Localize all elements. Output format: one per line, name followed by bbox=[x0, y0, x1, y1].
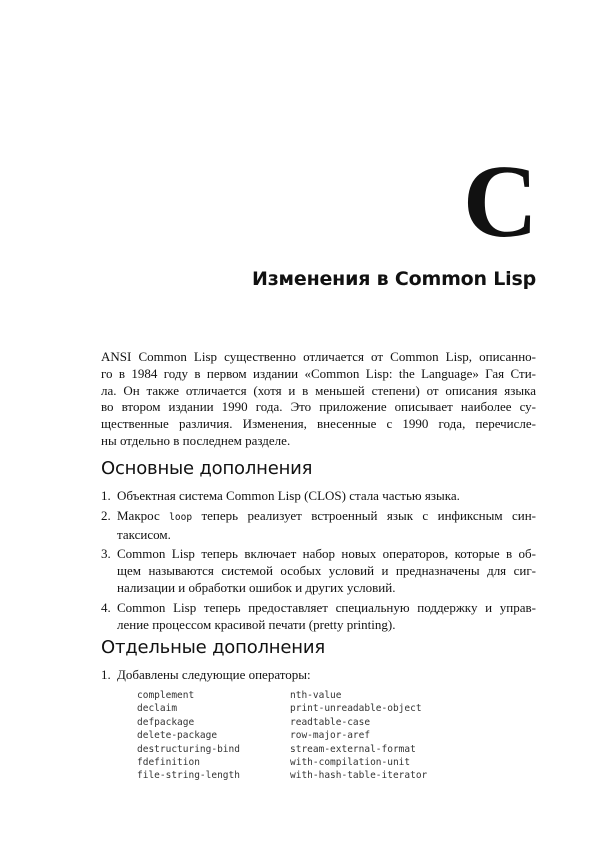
major-additions-list bbox=[101, 488, 536, 636]
list-item bbox=[101, 488, 536, 505]
operators-column-right bbox=[290, 689, 427, 783]
chapter-title: Изменения в Common Lisp bbox=[252, 268, 536, 290]
section-title-major-additions: Основные дополнения bbox=[101, 458, 313, 479]
item-text: щем называются системой особых условий и предназначены для сиг- bbox=[117, 563, 536, 579]
list-item bbox=[101, 667, 536, 684]
item-text: Объектная система Common Lisp (CLOS) стала частью языка. bbox=[117, 488, 460, 503]
operator-name: stream-external-format bbox=[290, 743, 416, 755]
item-text-post: теперь реализует встроенный язык с инфиксным син- bbox=[192, 507, 536, 523]
item-text: нализации и обработки ошибок и других условий. bbox=[117, 579, 396, 595]
item-number: 3. bbox=[101, 546, 111, 562]
intro-line: ANSI Common Lisp существенно отличается от Common Lisp, описанно- bbox=[101, 349, 536, 364]
intro-line: го в 1984 году в первом издании «Common Lisp: the Language» Гая Сти- bbox=[101, 365, 536, 381]
item-number: 2. bbox=[101, 507, 111, 523]
item-text-pre: Макрос bbox=[117, 507, 170, 523]
operator-name: print-unreadable-object bbox=[290, 703, 422, 715]
intro-paragraph bbox=[101, 349, 536, 450]
item-text: Common Lisp теперь предоставляет специальную поддержку и управ- bbox=[117, 599, 536, 615]
item-text: Добавлены следующие операторы: bbox=[117, 667, 311, 682]
item-text: Common Lisp теперь включает набор новых операторов, которые в об- bbox=[117, 546, 536, 562]
operator-name: complement bbox=[137, 690, 195, 701]
minor-additions-list bbox=[101, 667, 536, 687]
list-item bbox=[101, 546, 536, 596]
operator-name: row-major-aref bbox=[290, 730, 371, 742]
operator-name: file-string-length bbox=[137, 770, 240, 782]
item-text: ление процессом красивой печати (pretty printing). bbox=[117, 616, 396, 632]
item-text: таксисом. bbox=[117, 526, 171, 542]
operator-name: with-hash-table-iterator bbox=[290, 770, 428, 782]
intro-line: ны отдельно в последнем разделе. bbox=[101, 432, 291, 448]
intro-line: ла. Он также отличается (хотя и в меньшей степени) от описания языка bbox=[101, 382, 536, 398]
item-text bbox=[117, 508, 536, 527]
intro-line: щественные различия. Изменения, внесенные с 1990 года, перечисле- bbox=[101, 416, 536, 432]
operator-name: with-compilation-unit bbox=[290, 757, 411, 769]
operator-name: defpackage bbox=[137, 716, 195, 728]
chapter-letter: C bbox=[462, 144, 538, 259]
operator-name: destructuring-bind bbox=[137, 743, 240, 755]
operator-name: delete-package bbox=[137, 730, 218, 742]
list-item bbox=[101, 508, 536, 544]
operators-column-left bbox=[137, 689, 240, 783]
operator-name: fdefinition bbox=[137, 757, 200, 769]
code-loop: loop bbox=[169, 511, 193, 523]
operator-name: declaim bbox=[137, 703, 178, 715]
list-item bbox=[101, 600, 536, 634]
operator-name: nth-value bbox=[290, 690, 342, 701]
item-number: 4. bbox=[101, 599, 111, 615]
item-number: 1. bbox=[101, 667, 111, 682]
item-number: 1. bbox=[101, 488, 111, 503]
section-title-minor-additions: Отдельные дополнения bbox=[101, 637, 325, 658]
intro-line: во втором издании 1990 года. Это приложение описывает наиболее су- bbox=[101, 399, 536, 415]
operator-name: readtable-case bbox=[290, 716, 371, 728]
